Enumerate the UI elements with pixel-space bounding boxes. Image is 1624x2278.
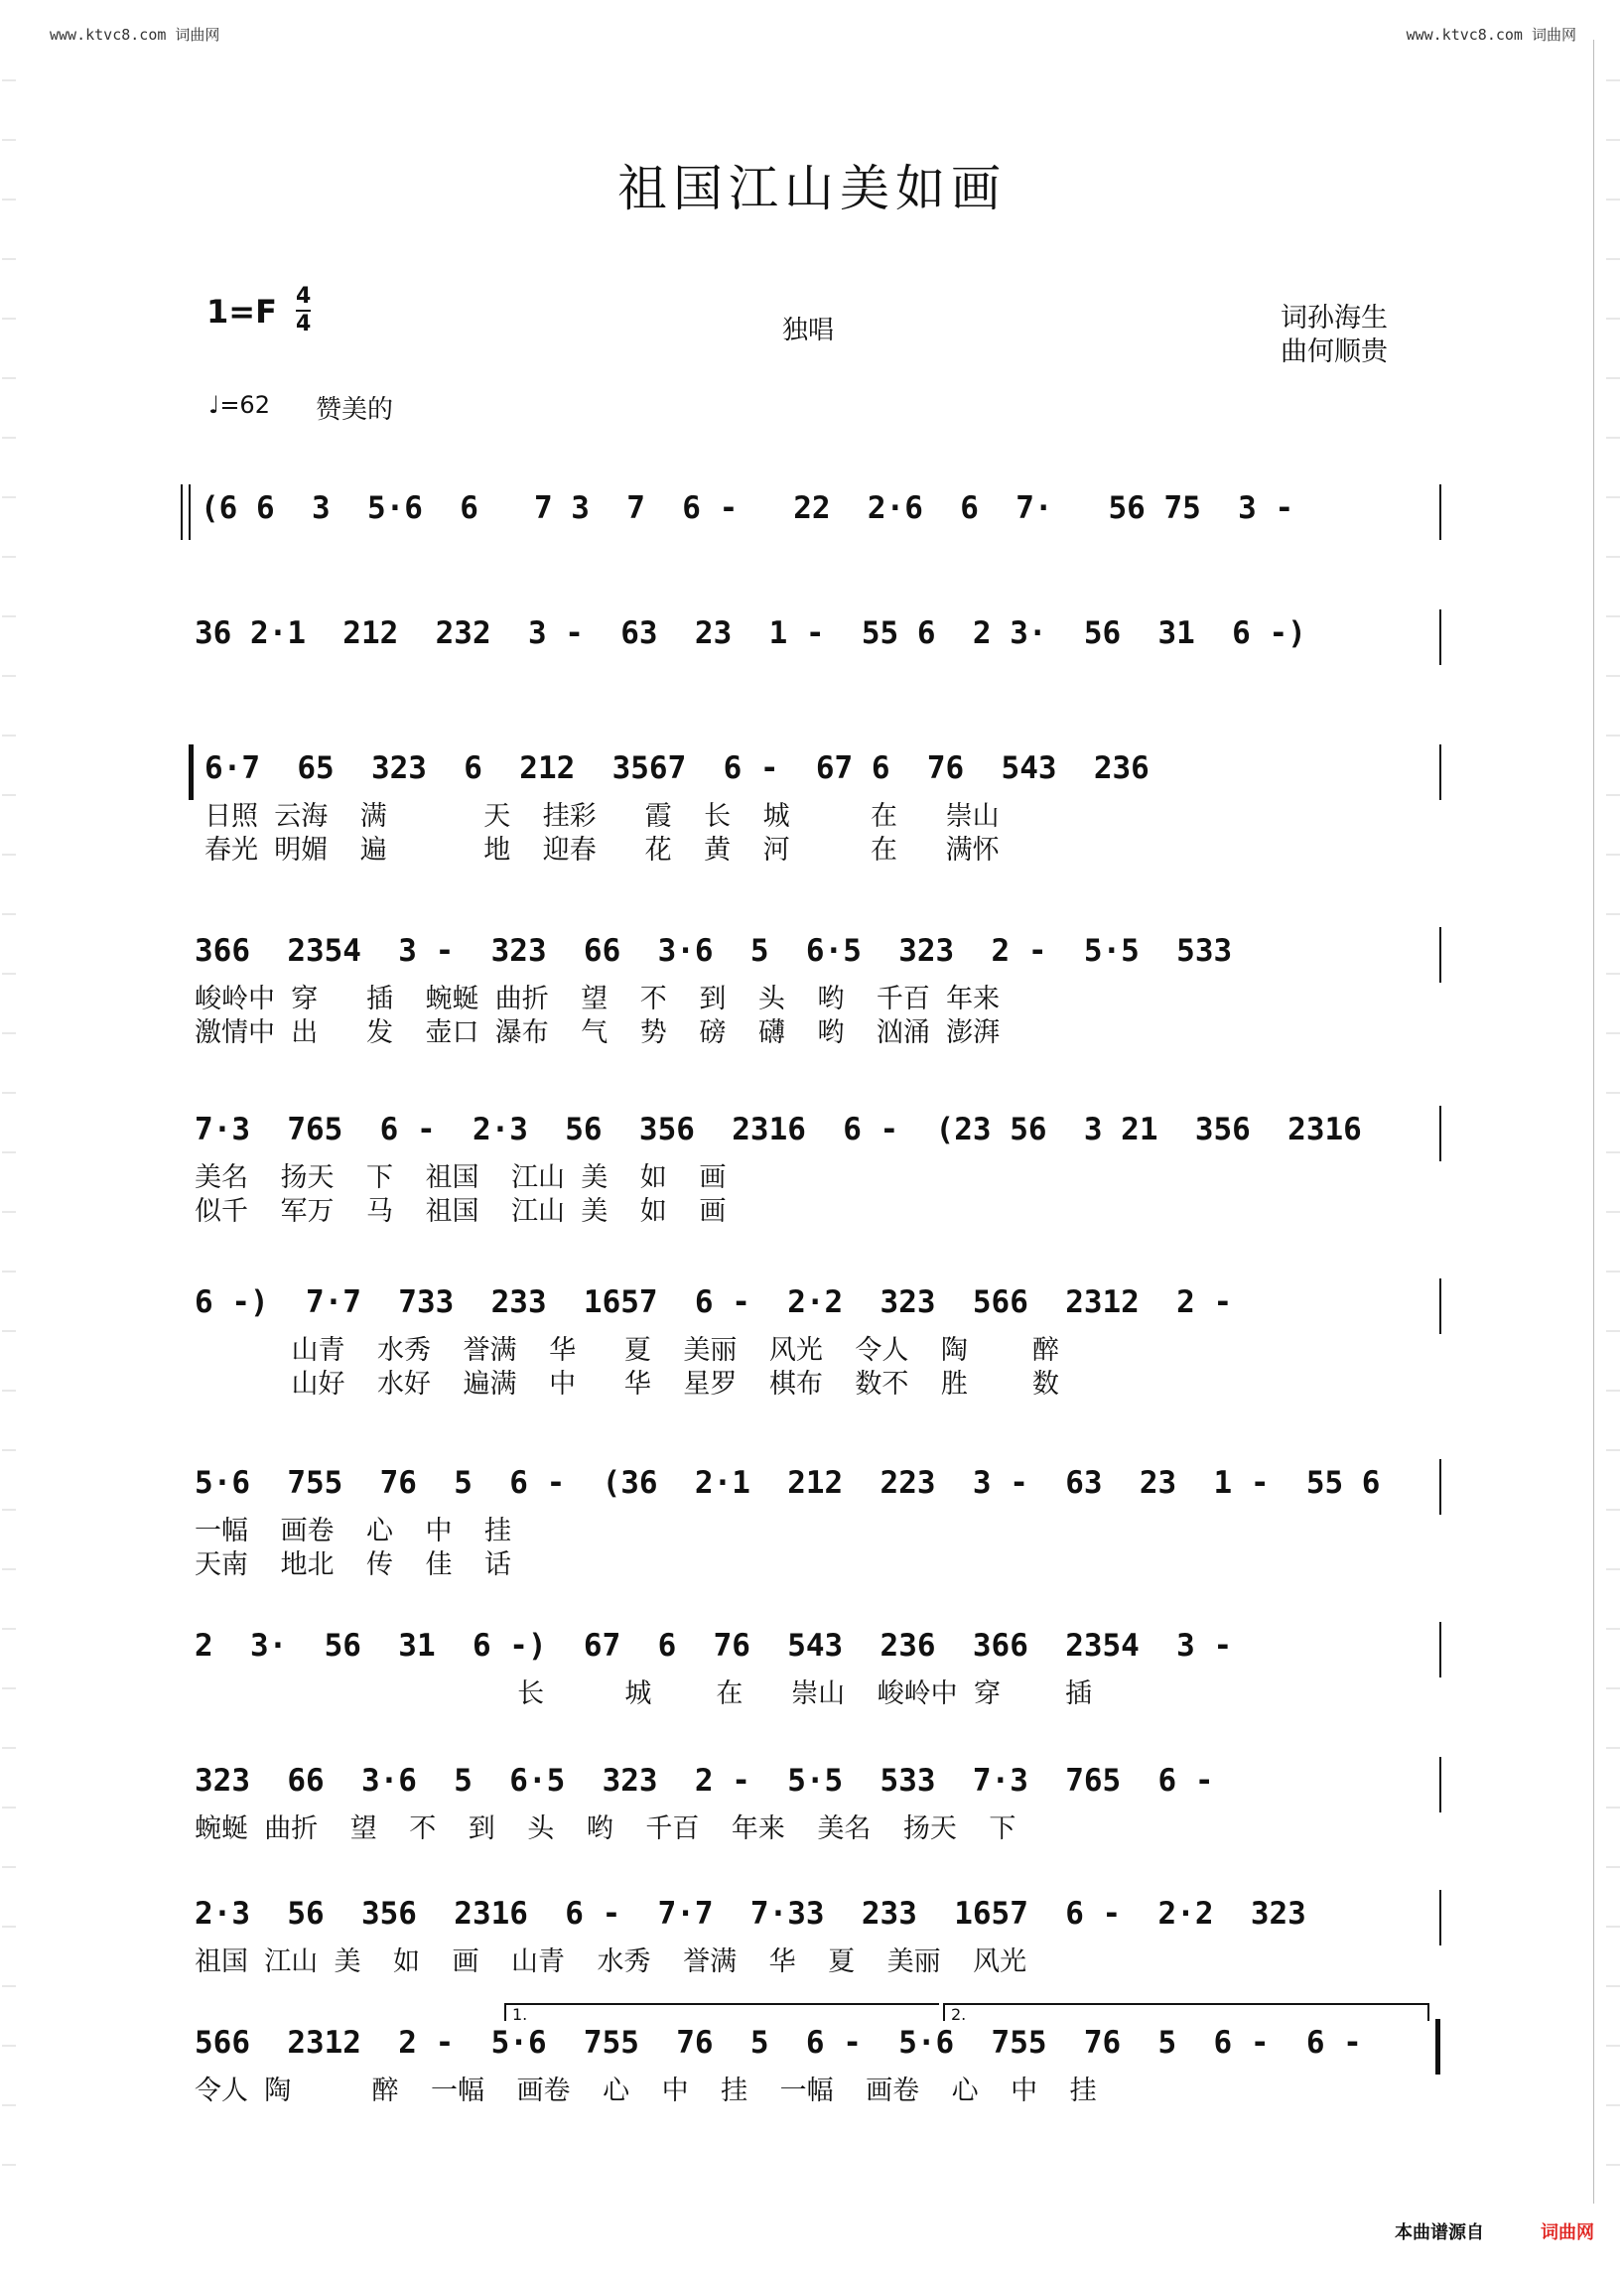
- score-line-3: [195, 750, 1443, 866]
- key-signature: 1=F: [206, 293, 277, 331]
- header-site-right: www.ktvc8.com 词曲网: [1406, 26, 1576, 44]
- expression-marking: 赞美的: [316, 395, 394, 425]
- score-line-2: [195, 615, 1443, 685]
- barline: [1439, 1622, 1441, 1677]
- tempo-marking: ♩=62: [208, 391, 270, 419]
- lyrics-verse-1: 祖国 江山 美 如 画 山青 水秀 誉满 华 夏 美丽 风光: [195, 1946, 1027, 1977]
- barline: [1439, 1278, 1441, 1334]
- performance-type: 独唱: [782, 316, 835, 345]
- notes-line: 323 66 3·6 5 6·5 323 2 - 5·5 533 7·3 765 6 -: [195, 1763, 1214, 1799]
- footer-source-label: 本曲谱源自: [1395, 2222, 1484, 2243]
- lyrics-verse-1: 美名 扬天 下 祖国 江山 美 如 画: [195, 1162, 727, 1193]
- lyrics-verse-2: 天南 地北 传 佳 话: [195, 1549, 512, 1580]
- score-line-1: [195, 490, 1443, 560]
- notes-line: (6 6 3 5·6 6 7 3 7 6 - 22 2·6 6 7· 56 75 3 -: [201, 490, 1294, 526]
- right-border-line: [1593, 40, 1594, 2204]
- notes-line: 6 -) 7·7 733 233 1657 6 - 2·2 323 566 2312 2 -: [195, 1284, 1233, 1320]
- lyrics-verse-1: 蜿蜒 曲折 望 不 到 头 哟 千百 年来 美名 扬天 下: [195, 1813, 1016, 1844]
- notes-line: 6·7 65 323 6 212 3567 6 - 67 6 76 543 236: [204, 750, 1150, 786]
- barline: [1439, 1106, 1441, 1161]
- barline: [1439, 1890, 1441, 1945]
- score-line-6: [195, 1284, 1443, 1400]
- notes-line: 2 3· 56 31 6 -) 67 6 76 543 236 366 2354 3 -: [195, 1628, 1233, 1664]
- score-line-11: [195, 2005, 1443, 2106]
- score-line-7: [195, 1465, 1443, 1580]
- lyrics-verse-1: 峻岭中 穿 插 蜿蜒 曲折 望 不 到 头 哟 千百 年来: [195, 984, 1001, 1014]
- score-line-4: [195, 933, 1443, 1048]
- volta-first-ending: 1.: [504, 2003, 939, 2021]
- lyrics-verse-1: 日照 云海 满 天 挂彩 霞 长 城 在 崇山: [204, 801, 1000, 832]
- lyrics-verse-2: 春光 明媚 遍 地 迎春 花 黄 河 在 满怀: [204, 835, 1000, 866]
- volta-second-ending: 2.: [943, 2003, 1429, 2021]
- lyrics-verse-1: 令人 陶 醉 一幅 画卷 心 中 挂 一幅 画卷 心 中 挂: [195, 2076, 1097, 2106]
- left-border-watermark: [2, 40, 16, 2204]
- score-line-10: [195, 1896, 1443, 1977]
- lyrics-verse-2: 山好 水好 遍满 中 华 星罗 棋布 数不 胜 数: [195, 1369, 1059, 1400]
- repeat-end-barline: [1435, 2019, 1440, 2075]
- lyrics-verse-1: 一幅 画卷 心 中 挂: [195, 1516, 512, 1546]
- notes-line: 2·3 56 356 2316 6 - 7·7 7·33 233 1657 6 - 2·2 323: [195, 1896, 1306, 1932]
- footer-site-link[interactable]: 词曲网: [1541, 2222, 1594, 2243]
- barline: [1439, 609, 1441, 665]
- song-title: 祖国江山美如画: [617, 160, 1007, 217]
- notes-line: 7·3 765 6 - 2·3 56 356 2316 6 - (23 56 3 21 356 2316: [195, 1112, 1362, 1147]
- lyrics-verse-1: 山青 水秀 誉满 华 夏 美丽 风光 令人 陶 醉: [195, 1335, 1059, 1366]
- barline: [1439, 484, 1441, 540]
- barline: [1439, 1757, 1441, 1812]
- notes-line: 36 2·1 212 232 3 - 63 23 1 - 55 6 2 3· 56 31 6 -): [195, 615, 1306, 651]
- score-line-8: [195, 1628, 1443, 1709]
- barline: [1439, 1459, 1441, 1515]
- notes-line: 366 2354 3 - 323 66 3·6 5 6·5 323 2 - 5·5 533: [195, 933, 1233, 969]
- composer: 曲何顺贵: [1281, 336, 1388, 367]
- meter-top: 4: [296, 284, 311, 312]
- time-signature: [296, 284, 311, 337]
- score-line-9: [195, 1763, 1443, 1844]
- lyrics-verse-2: 似千 军万 马 祖国 江山 美 如 画: [195, 1196, 727, 1227]
- score-line-5: [195, 1112, 1443, 1227]
- lyricist: 词孙海生: [1281, 303, 1388, 334]
- start-barline: [189, 484, 191, 540]
- barline: [1439, 927, 1441, 983]
- notes-line: 566 2312 2 - 5·6 755 76 5 6 - 5·6 755 76 5 6 - 6 -: [195, 2025, 1362, 2061]
- notes-line: 5·6 755 76 5 6 - (36 2·1 212 223 3 - 63 23 1 - 55 6: [195, 1465, 1381, 1501]
- header-site-left: www.ktvc8.com 词曲网: [50, 26, 220, 44]
- barline: [1439, 744, 1441, 800]
- lyrics-verse-1: 长 城 在 崇山 峻岭中 穿 插: [195, 1678, 1092, 1709]
- right-border-watermark: [1606, 40, 1620, 2204]
- meter-bottom: 4: [296, 312, 312, 336]
- lyrics-verse-2: 激情中 出 发 壶口 瀑布 气 势 磅 礴 哟 汹涌 澎湃: [195, 1017, 1001, 1048]
- repeat-start-barline: [189, 744, 194, 800]
